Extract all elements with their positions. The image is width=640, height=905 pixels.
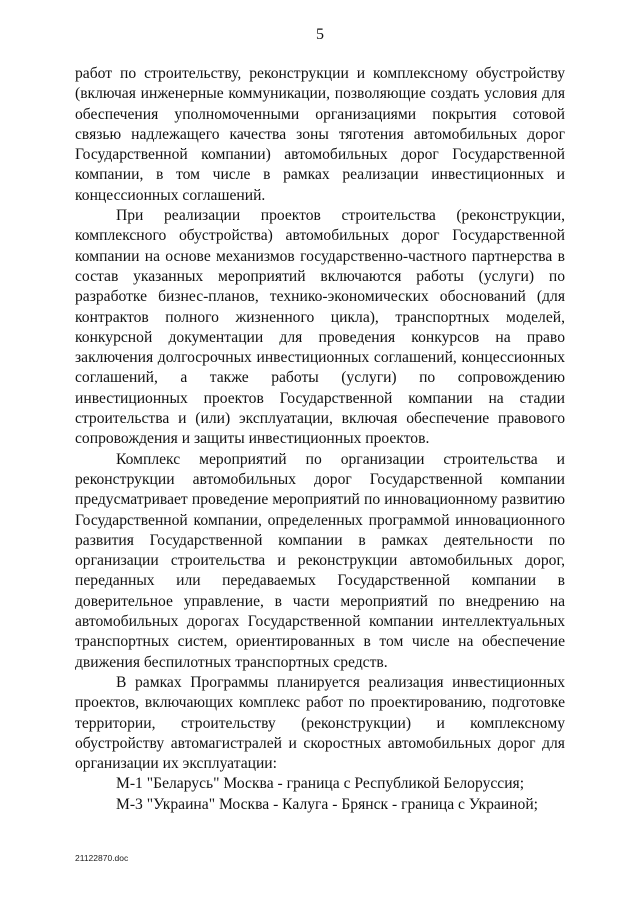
page-number: 5 xyxy=(316,26,324,43)
paragraph-innovation: Комплекс мероприятий по организации строительства и реконструкции автомобильных дорог Государственной компании предусматривает проведение мероприятий по инновационному развитию Государственной компании, определенных программой инновационного развития Государственной компании в рамках деятельности по организации строительства и реконструкции автомобильных дорог, переданных или передаваемых Государственной компании в доверительное управление, в части мероприятий по внедрению на автомобильных дорогах Государственной компании интеллектуальных транспортных систем, ориентированных в том числе на обеспечение движения беспилотных транспортных средств. xyxy=(75,450,565,671)
paragraph-ppp-projects: При реализации проектов строительства (реконструкции, комплексного обустройства) автомобильных дорог Государственной компании на основе механизмов государственно-частного партнерства в состав указанных мероприятий включаются работы (услуги) по разработке бизнес-планов, технико-экономических обоснований (для контрактов полного жизненного цикла), транспортных моделей, конкурсной документации для проведения конкурсов на право заключения долгосрочных инвестиционных соглашений, концессионных соглашений, а также работы (услуги) по сопровождению инвестиционных проектов Государственной компании на стадии строительства и (или) эксплуатации, включая обеспечение правового сопровождения и защиты инвестиционных проектов. xyxy=(75,207,565,448)
paragraph-program-projects: В рамках Программы планируется реализация инвестиционных проектов, включающих комплекс работ по проектированию, подготовке территории, строительству (реконструкции) и комплексному обустройству автомагистралей и скоростных автомобильных дорог для организации их эксплуатации: xyxy=(75,673,565,773)
list-item-m1: М-1 "Беларусь" Москва - граница с Республикой Белоруссия; xyxy=(116,775,525,793)
list-item-m3: М-3 "Украина" Москва - Калуга - Брянск - граница с Украиной; xyxy=(116,795,538,813)
file-name-footer: 21122870.doc xyxy=(75,853,129,863)
document-body xyxy=(75,64,565,815)
paragraph-continuation: работ по строительству, реконструкции и комплексному обустройству (включая инженерные коммуникации, позволяющие создать условия для обеспечения уполномоченными организациями покрытия сотовой связью надлежащего качества зоны тяготения автомобильных дорог Государственной компании) автомобильных дорог Государственной компании, в том числе в рамках реализации инвестиционных и концессионных соглашений. xyxy=(75,65,565,204)
